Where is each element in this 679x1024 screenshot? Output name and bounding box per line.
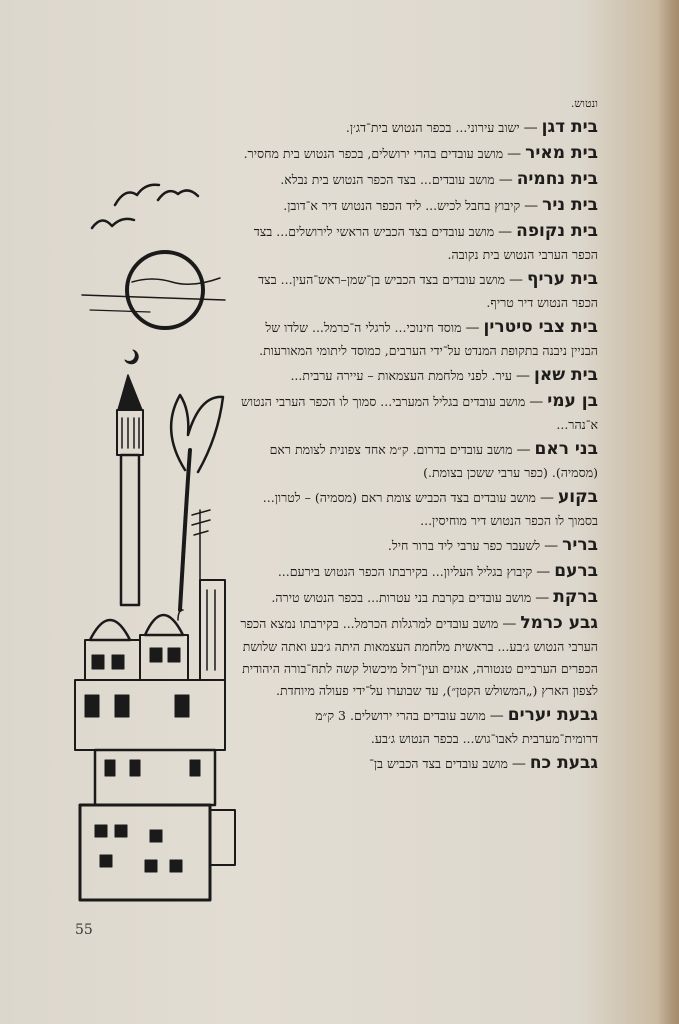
entry-item [238,612,598,701]
entry-item [238,752,598,775]
entry-dash: — [539,490,554,506]
entry-dash: — [489,708,504,724]
entry-item [238,438,598,483]
entry-text: עיר. לפני מלחמת העצמאות – עיירה ערבית... [290,368,512,383]
entry-item [238,560,598,583]
entry-term: בית נקופה [516,221,598,241]
entry-text: מושב עובדים בצד הכביש בן־שמן–ראש־העין... בצד הכפר הנטוש דיר טריף. [258,272,598,310]
entry-item [238,220,598,265]
entry-item [238,390,598,435]
entry-item [238,486,598,531]
entry-text: מושב עובדים בהרי ירושלים, בכפר הנטוש בית מחסיר. [243,146,504,161]
page-edge [657,0,679,1024]
entry-dash: — [524,198,539,214]
entry-item [238,168,598,191]
entry-term: בית צבי סיטרין [483,317,598,337]
entry-item [238,194,598,217]
entry-dash: — [529,394,544,410]
entry-dash: — [535,590,550,606]
entry-text: מושב עובדים בקרבת בני עטרות... בכפר הנטוש טירה. [271,590,532,605]
entry-text: מושב עובדים בצד הכביש צומת ראם (מסמיה) – לטרון... בסמוך לו הכפר הנטוש דיר מוחיסין... [262,490,598,528]
entry-text: ישוב עירוני... בכפר הנטוש בית־דג׳ן. [345,120,520,135]
entries-column [238,93,598,778]
entry-text: מושב עובדים בדרום. ק״מ אחד צפונית לצומת ראם (מסמיה). (כפר ערבי ששכן בצומת.) [269,442,598,480]
page-number: 55 [75,922,93,938]
entry-text: מושב עובדים בגליל המערבי... סמוך לו הכפר הערבי הנטוש א־נהר... [240,394,598,432]
entry-dash: — [498,172,513,188]
entry-text: קיבוץ בחבל לכיש... ליד הכפר הנטוש דיר א־דובן. [283,198,521,213]
entry-term: בית נחמיה [516,169,598,189]
entry-term: ברקת [553,587,598,607]
entry-dash: — [544,538,559,554]
entry-term: בני ראם [534,439,598,459]
entry-dash: — [502,616,517,632]
entry-term: גבעת כח [529,753,598,773]
entry-text: קיבוץ בגליל העליון... בקירבתו הכפר הנטוש בירעם... [277,564,533,579]
entry-item [238,116,598,139]
entry-item [238,268,598,313]
entry-dash: — [523,120,538,136]
entry-dash: — [516,442,531,458]
entry-dash: — [509,272,524,288]
entry-term: בריר [562,535,598,555]
entry-text: מושב עובדים בצד הכביש הראשי לירושלים... בצד הכפר הערבי הנטוש בית נקובה. [253,224,598,262]
entry-text: לשעבר כפר ערבי ליד ברור חיל. [387,538,541,553]
entry-item [238,534,598,557]
entry-item [238,142,598,165]
entry-item [238,586,598,609]
entry-dash: — [536,564,551,580]
entry-text: מושב עובדים למרגלות הכרמל... בקירבתו נמצא הכפר הערבי הנטוש ג׳בע... בראשית מלחמת העצמאות היתה ג׳בע ואתה שלושת הכפרים הערביים טנטורה, אגזים ועין־רזל מיכשול קשה לתח־בורה היהודית לצפון הארץ („המשולש הקטן״), עד שבוערו על־ידי פעולה מיוחדת. [240,616,598,698]
entry-term: בן עמי [547,391,598,411]
entry-dash: — [465,320,480,336]
entry-term: גבעת יערים [507,705,598,725]
entry-item [238,316,598,361]
lead-line: ונטוש. [570,97,598,110]
entry-text: מוסד חינוכי... לרגלי ה־כרמל... שלדו של הבניין ניבנה בתקופת המנדט על־ידי הערבים, כמוסד ליתומי המאורעות. [259,320,598,358]
entry-dash: — [515,368,530,384]
entry-item [238,364,598,387]
entry-text: מושב עובדים... בצד הכפר הנטוש בית נבלא. [280,172,495,187]
entry-text: מושב עובדים בצד הכביש בן־ [369,756,508,771]
entry-term: בית עריף [527,269,598,289]
entry-term: בית שאן [533,365,598,385]
entry-text: מושב עובדים בהרי ירושלים. 3 ק״מ דרומית־מערבית לאבו־גוש... בכפר הנטוש ג׳בע. [315,708,598,746]
entry-term: גבע כרמל [520,613,598,633]
entry-item [238,704,598,749]
entry-dash: — [498,224,513,240]
entry-term: בית מאיר [525,143,598,163]
entry-term: בקוע [557,487,598,507]
entry-term: בית ניר [542,195,598,215]
minaret-illustration [70,150,245,905]
entry-term: בית דגן [541,117,598,137]
entry-dash: — [511,756,526,772]
entries-list [238,116,598,775]
entry-term: ברעם [554,561,598,581]
entry-dash: — [507,146,522,162]
